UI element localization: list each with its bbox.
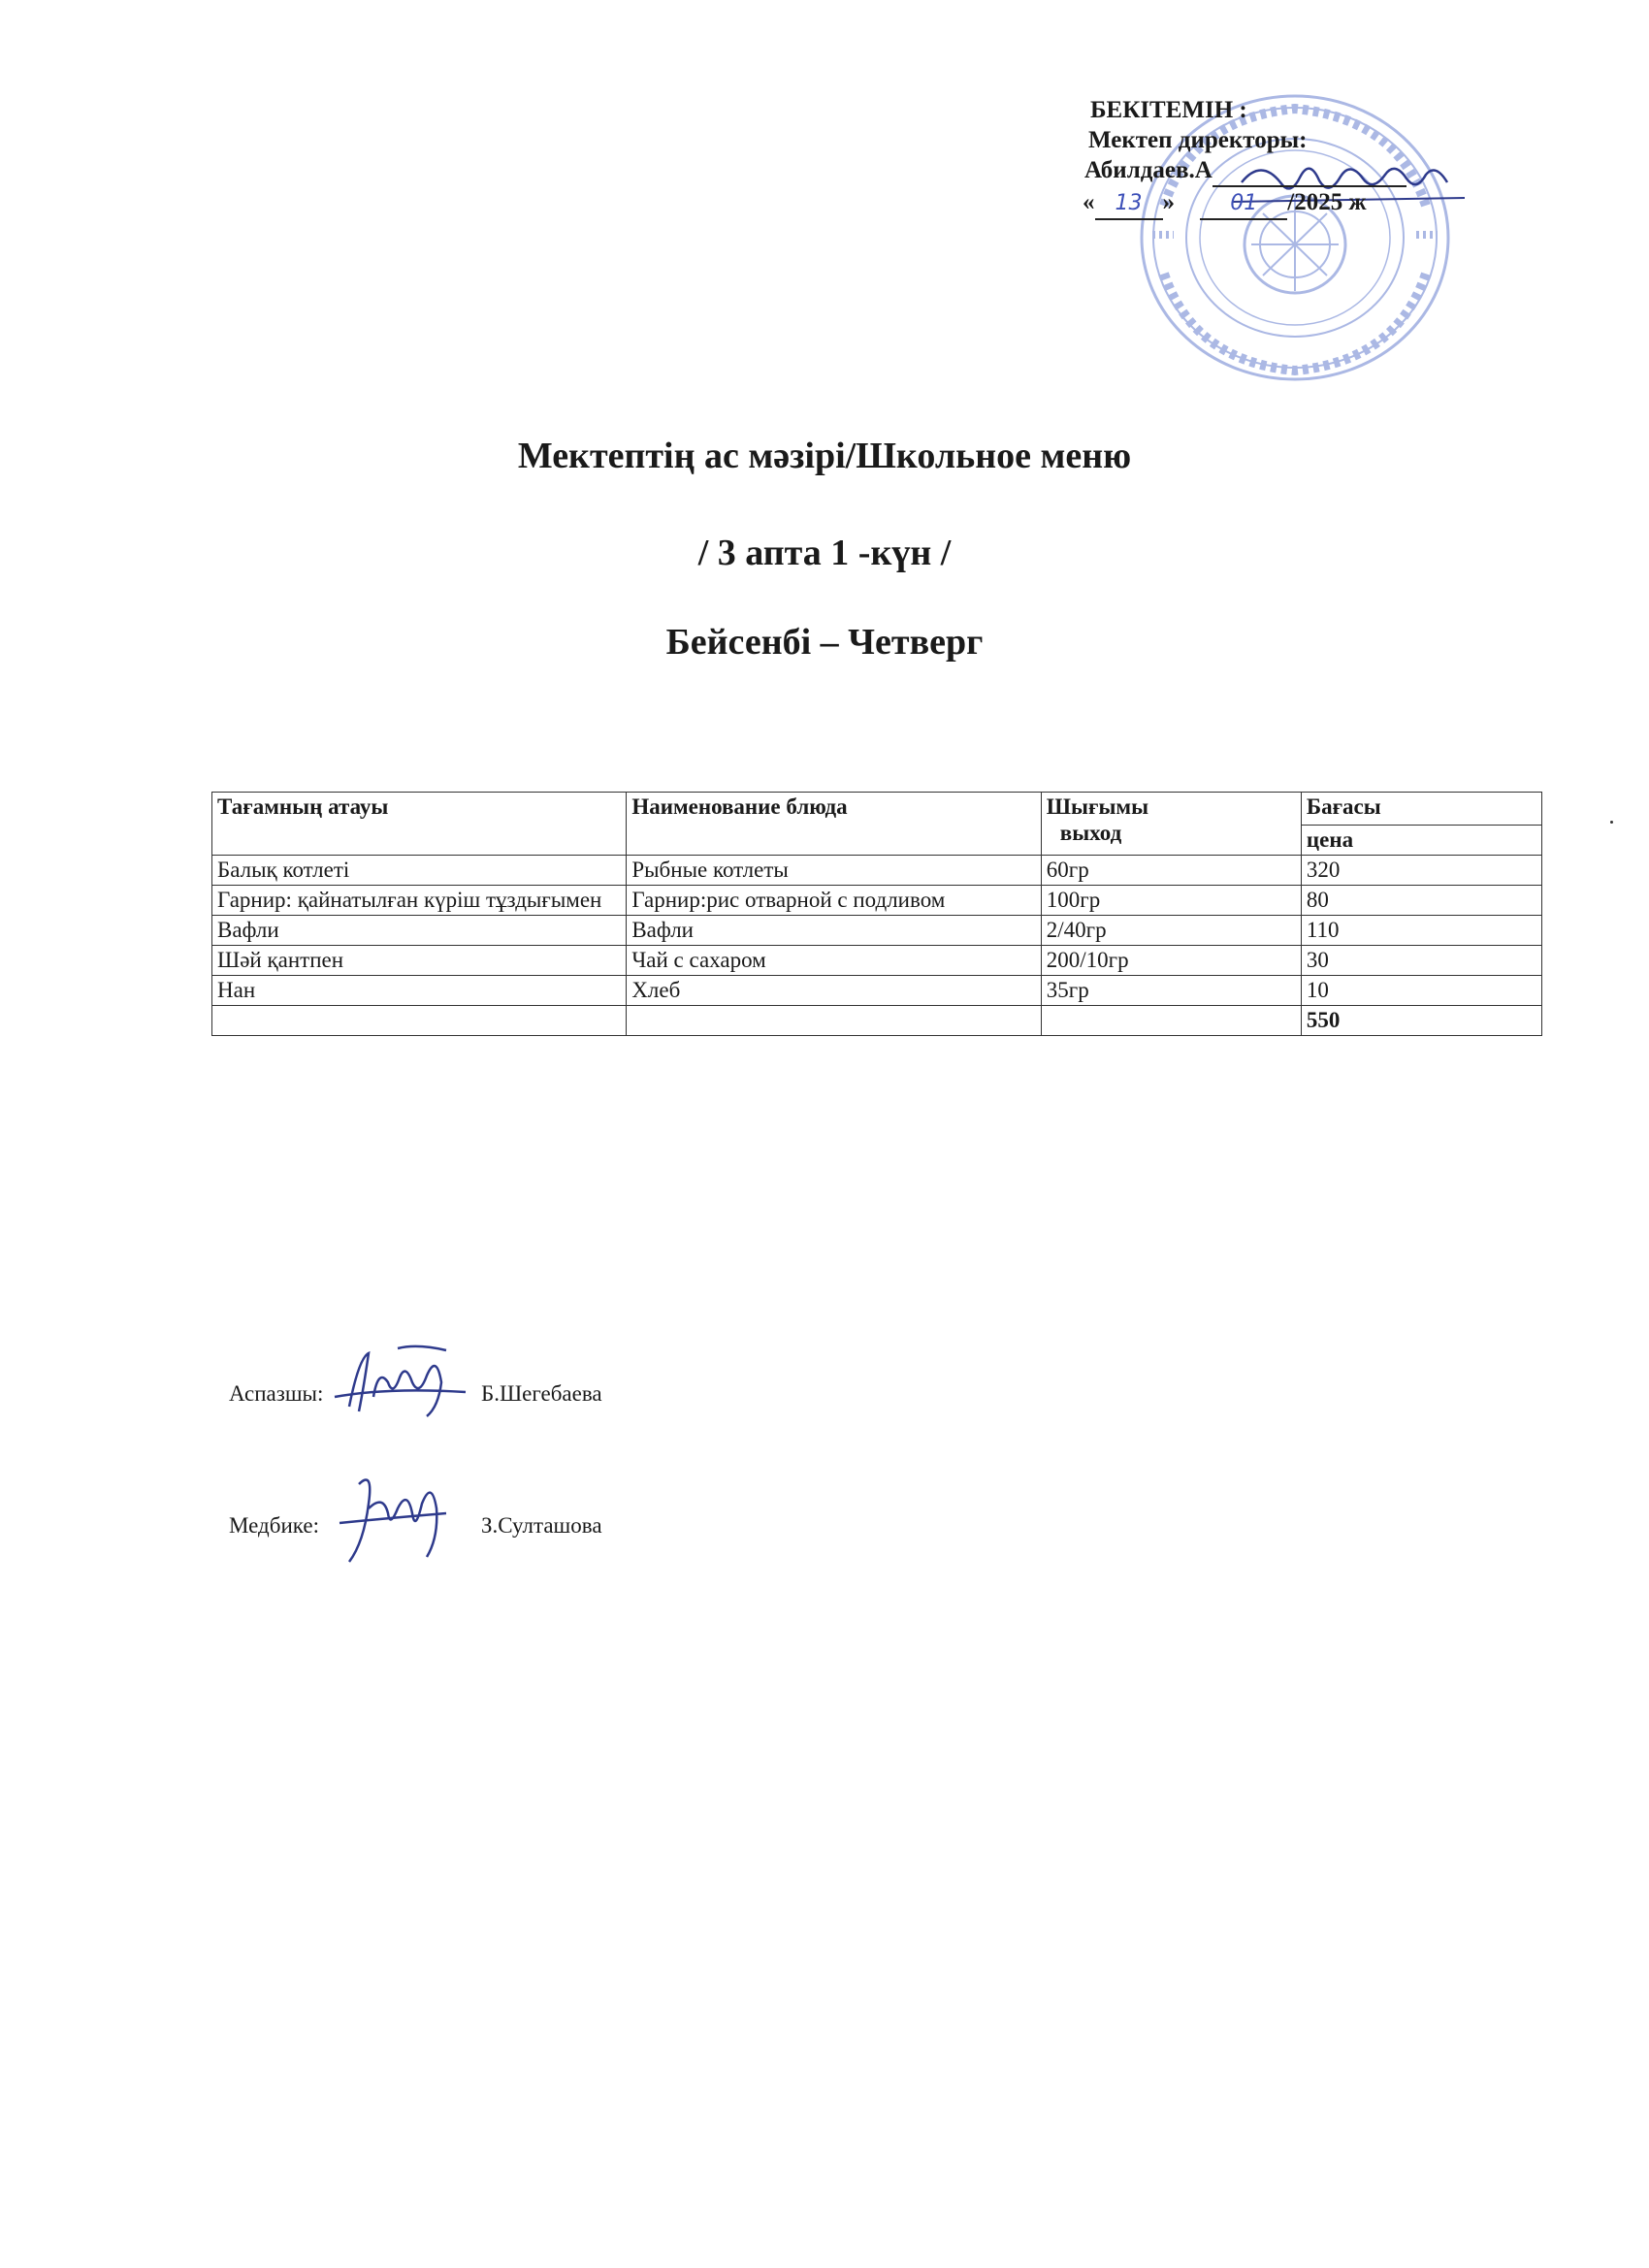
dish-output: 200/10гр [1041, 946, 1301, 976]
director-label: Мектеп директоры: [1088, 127, 1308, 153]
nurse-label: Медбике: [229, 1513, 319, 1538]
dish-output: 100гр [1041, 886, 1301, 916]
table-row [212, 976, 1542, 1006]
stray-dot [1610, 821, 1613, 824]
date-month: 01 [1230, 191, 1258, 215]
weekday-heading: Бейсенбі – Четверг [665, 622, 984, 663]
dish-output: 2/40гр [1041, 916, 1301, 946]
approval-date: « 13 » 01 /2025 ж [1077, 187, 1484, 220]
dish-kz: Балық котлеті [212, 856, 627, 886]
director-name: Абилдаев.А [1084, 157, 1212, 183]
table-header-row [212, 793, 1542, 826]
date-day: 13 [1115, 191, 1143, 215]
nurse-name: З.Султашова [481, 1513, 602, 1538]
total-price: 550 [1301, 1006, 1541, 1036]
header-price-ru: цена [1301, 826, 1541, 856]
table-row [212, 946, 1542, 976]
page-title: Мектептің ас мәзірі/Школьное меню [517, 436, 1132, 476]
cook-signature [330, 1339, 475, 1426]
dish-price: 80 [1301, 886, 1541, 916]
table-row [212, 916, 1542, 946]
dish-kz: Гарнир: қайнатылған күріш тұздығымен [212, 886, 627, 916]
dish-kz: Вафли [212, 916, 627, 946]
table-row [212, 856, 1542, 886]
date-year: 2025 ж [1294, 189, 1367, 215]
table-row [212, 886, 1542, 916]
header-price-kz: Бағасы [1301, 793, 1541, 826]
header-name-ru: Наименование блюда [627, 793, 1041, 856]
header-output: Шығымы выход [1041, 793, 1301, 856]
menu-table [211, 792, 1542, 1036]
nurse-signature [330, 1465, 456, 1571]
approval-block [1077, 95, 1484, 220]
dish-ru: Хлеб [627, 976, 1041, 1006]
dish-price: 110 [1301, 916, 1541, 946]
cook-label: Аспазшы: [229, 1381, 324, 1406]
dish-kz: Шәй қантпен [212, 946, 627, 976]
dish-price: 10 [1301, 976, 1541, 1006]
total-row [212, 1006, 1542, 1036]
dish-ru: Вафли [627, 916, 1041, 946]
dish-output: 60гр [1041, 856, 1301, 886]
dish-ru: Гарнир:рис отварной с подливом [627, 886, 1041, 916]
header-name-kz: Тағамның атауы [212, 793, 627, 856]
approve-label: БЕКІТЕМІН : [1090, 97, 1247, 123]
cook-name: Б.Шегебаева [481, 1381, 602, 1406]
dish-price: 30 [1301, 946, 1541, 976]
dish-output: 35гр [1041, 976, 1301, 1006]
dish-ru: Рыбные котлеты [627, 856, 1041, 886]
dish-price: 320 [1301, 856, 1541, 886]
dish-kz: Нан [212, 976, 627, 1006]
dish-ru: Чай с сахаром [627, 946, 1041, 976]
week-day-subtitle: / 3 апта 1 -күн / [697, 533, 952, 573]
